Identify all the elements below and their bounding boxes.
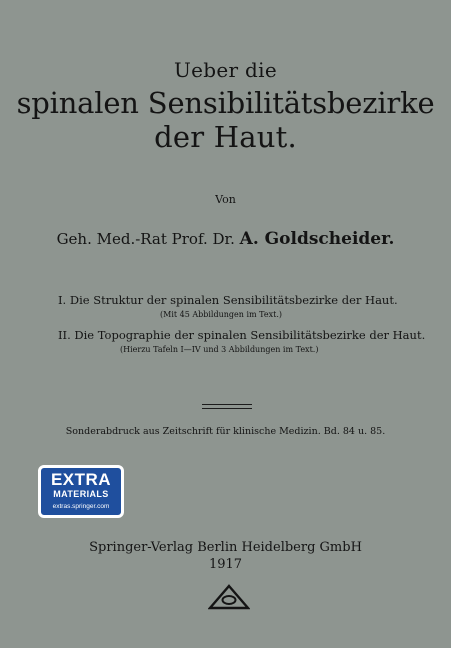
springer-logo-icon [208, 584, 250, 610]
part-2-title: II. Die Topographie der spinalen Sensibilitätsbezirke der Haut. [58, 328, 426, 342]
author-name: A. Goldscheider. [239, 229, 395, 249]
title-line-1: Ueber die [174, 58, 277, 82]
publisher: Springer-Verlag Berlin Heidelberg GmbH [89, 540, 362, 555]
parts-list [58, 293, 438, 363]
title-line-2: spinalen Sensibilitätsbezirke [16, 86, 435, 120]
badge-extra-label: EXTRA [50, 470, 112, 489]
divider-rule-bottom [202, 408, 252, 409]
divider-rule-top [202, 404, 252, 405]
author-by: Von [215, 193, 236, 206]
publication-year: 1917 [208, 557, 243, 572]
author-prefix: Geh. Med.-Rat Prof. Dr. [56, 230, 235, 248]
part-1-note: (Mit 45 Abbildungen im Text.) [160, 310, 282, 319]
part-2-note: (Hierzu Tafeln I—IV und 3 Abbildungen im Text.) [120, 345, 319, 354]
reprint-note: Sonderabdruck aus Zeitschrift für klinische Medizin. Bd. 84 u. 85. [65, 426, 386, 437]
badge-url: extras.springer.com [52, 503, 110, 510]
author-line [0, 229, 451, 249]
extra-materials-badge[interactable] [38, 465, 124, 518]
part-1-title: I. Die Struktur der spinalen Sensibilitätsbezirke der Haut. [58, 293, 398, 307]
title-line-3: der Haut. [154, 120, 297, 154]
badge-materials-label: MATERIALS [53, 489, 109, 499]
